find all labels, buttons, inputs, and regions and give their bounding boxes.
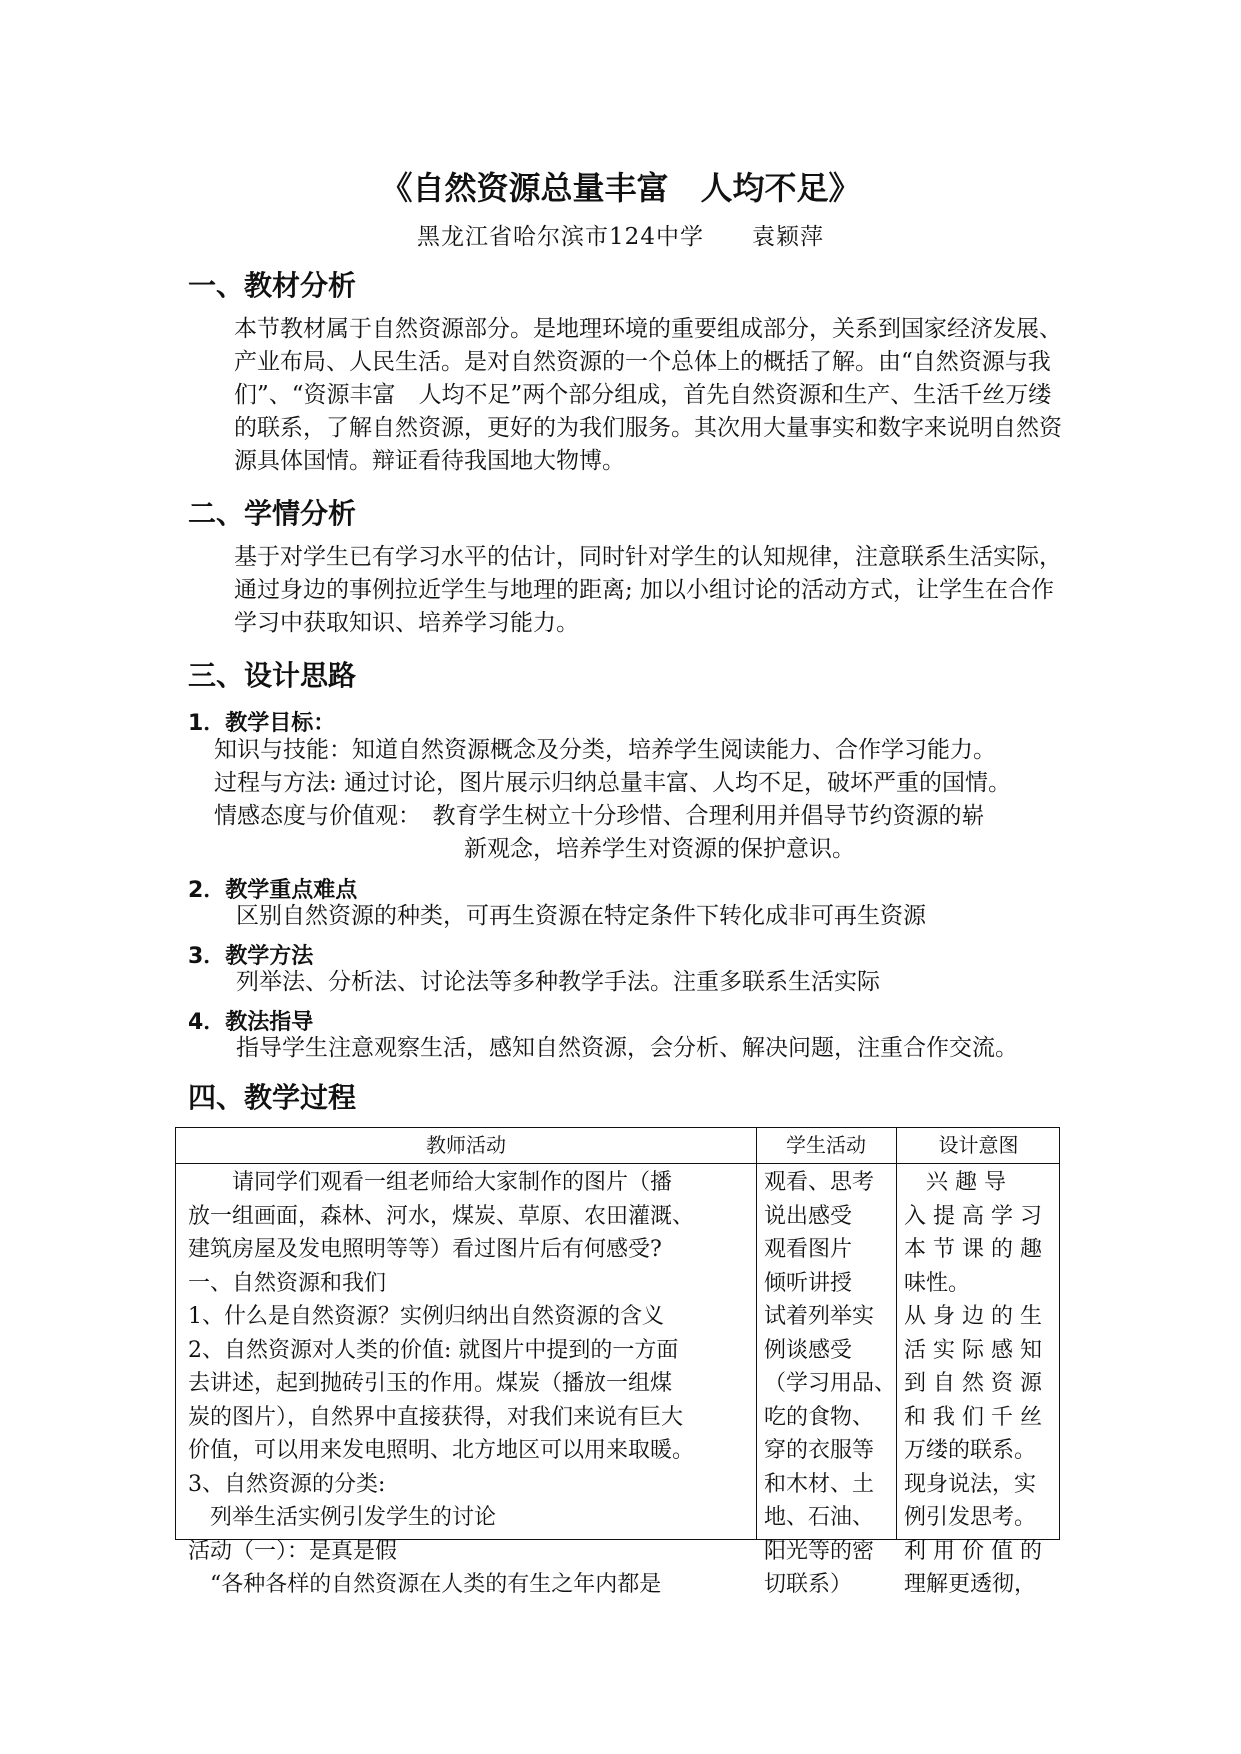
table-line: 活 实 际 感 知 [904,1337,1042,1363]
table-line: 理解更透彻， [904,1572,1037,1597]
teaching-process-table [175,1127,1060,1597]
table-line: 入 提 高 学 习 [904,1203,1042,1229]
table-line: 阳光等的密 [764,1538,875,1564]
table-line: 说出感受 [764,1203,853,1229]
table-line: 建筑房屋及发电照明等等）看过图片后有何感受? [188,1237,662,1262]
table-line: “各种各样的自然资源在人类的有生之年内都是 [188,1572,662,1597]
header-intent: 设计意图 [938,1133,1019,1157]
header-student: 学生活动 [786,1133,866,1157]
section-text-1 [188,313,1068,478]
table-line: 和 我 们 千 丝 [904,1404,1042,1430]
table-line: 活动（一）：是真是假 [188,1538,398,1564]
table-line: 观看图片 [764,1237,853,1262]
section-heading-1: 一、教材分析 [188,269,357,302]
table-line: 切联系） [764,1572,853,1597]
table-line: 地、石油、 [764,1505,875,1530]
table-line: 和木材、土 [764,1471,875,1497]
document-title: 《自然资源总量丰富 人均不足》 [380,169,861,207]
table-line: 到 自 然 资 源 [904,1371,1042,1396]
method-text: 列举法、分析法、讨论法等多种教学手法。注重多联系生活实际 [236,969,880,995]
section-heading-4: 四、教学过程 [188,1081,357,1114]
table-divider [896,1128,897,1539]
table-line: 3、自然资源的分类: [188,1471,386,1497]
table-line: 利 用 价 值 的 [904,1538,1042,1564]
table-line: 观看、思考 [764,1170,875,1195]
header-teacher: 教师活动 [426,1133,506,1157]
goal-title: 1．教学目标： [188,711,336,736]
table-line: 炭的图片），自然界中直接获得，对我们来说有巨大 [188,1404,684,1430]
table-line: 请同学们观看一组老师给大家制作的图片（播 [188,1170,673,1195]
table-divider [176,1163,1059,1164]
goal-line-4: 新观念，培养学生对资源的保护意识。 [464,836,855,862]
table-line: 万缕的联系。 [904,1438,1037,1463]
section-paragraph-2: 基于对学生已有学习水平的估计，同时针对学生的认知规律，注意联系生活实际，通过身边的事例拉近学生与地理的距离; 加以小组讨论的活动方式，让学生在合作学习中获取知识、培养学习能力。 [234,544,1062,636]
goal-line-1: 知识与技能：知道自然资源概念及分类，培养学生阅读能力、合作学习能力。 [214,737,996,763]
goal-line-3: 情感态度与价值观： 教育学生树立十分珍惜、合理利用并倡导节约资源的崭 [214,803,985,829]
table-line: 例谈感受 [764,1337,853,1363]
table-line: 例引发思考。 [904,1505,1037,1530]
table-line: 吃的食物、 [764,1404,875,1430]
section-text-2 [188,541,1068,640]
method-title: 3．教学方法 [188,944,314,969]
teacher-activity-cell [188,1166,753,1602]
table-line: 1、什么是自然资源？实例归纳出自然资源的含义 [188,1304,664,1329]
table-line: 现身说法，实 [904,1471,1037,1497]
guide-text: 指导学生注意观察生活，感知自然资源，会分析、解决问题，注重合作交流。 [236,1035,1018,1061]
guide-title: 4．教法指导 [188,1010,314,1035]
table-line: 一、自然资源和我们 [188,1270,387,1296]
table-line: 本 节 课 的 趣 [904,1237,1042,1262]
section-heading-2: 二、学情分析 [188,497,357,530]
table-line: （学习用品、 [764,1371,897,1396]
goal-line-2: 过程与方法: 通过讨论，图片展示归纳总量丰富、人均不足，破坏严重的国情。 [214,770,1012,796]
section-paragraph-1: 本节教材属于自然资源部分。是地理环境的重要组成部分，关系到国家经济发展、产业布局、人民生活。是对自然资源的一个总体上的概括了解。由“自然资源与我们”、“资源丰富 人均不足”两个部分组成，首先自然资源和生产、生活千丝万缕的联系，了解自然资源，更好的为我们服务。其次用大量事实和数字来说明自然资源具体国情。辩证看待我国地大物博。 [234,316,1062,474]
table-divider [756,1128,757,1539]
table-line: 味性。 [904,1270,971,1296]
student-activity-cell [764,1166,897,1602]
table-line: 穿的衣服等 [764,1438,875,1463]
table-line: 试着列举实 [764,1304,875,1329]
table-line: 2、自然资源对人类的价值: 就图片中提到的一方面 [188,1337,679,1363]
table-line: 去讲述，起到抛砖引玉的作用。煤炭（播放一组煤 [188,1371,673,1396]
table-line: 列举生活实例引发学生的讨论 [188,1505,497,1530]
table-line: 价值，可以用来发电照明、北方地区可以用来取暖。 [188,1438,695,1463]
key-text: 区别自然资源的种类，可再生资源在特定条件下转化成非可再生资源 [236,903,926,929]
table-line: 倾听讲授 [764,1270,853,1296]
table-line: 从 身 边 的 生 [904,1304,1042,1329]
table-line: 放一组画面，森林、河水，煤炭、草原、农田灌溉、 [188,1203,695,1229]
author-line: 黑龙江省哈尔滨市124中学 袁颖萍 [417,224,824,250]
design-intent-cell [904,1166,1059,1602]
table-line: 兴 趣 导 [904,1170,1006,1195]
key-title: 2．教学重点难点 [188,878,358,903]
section-heading-3: 三、设计思路 [188,659,357,692]
